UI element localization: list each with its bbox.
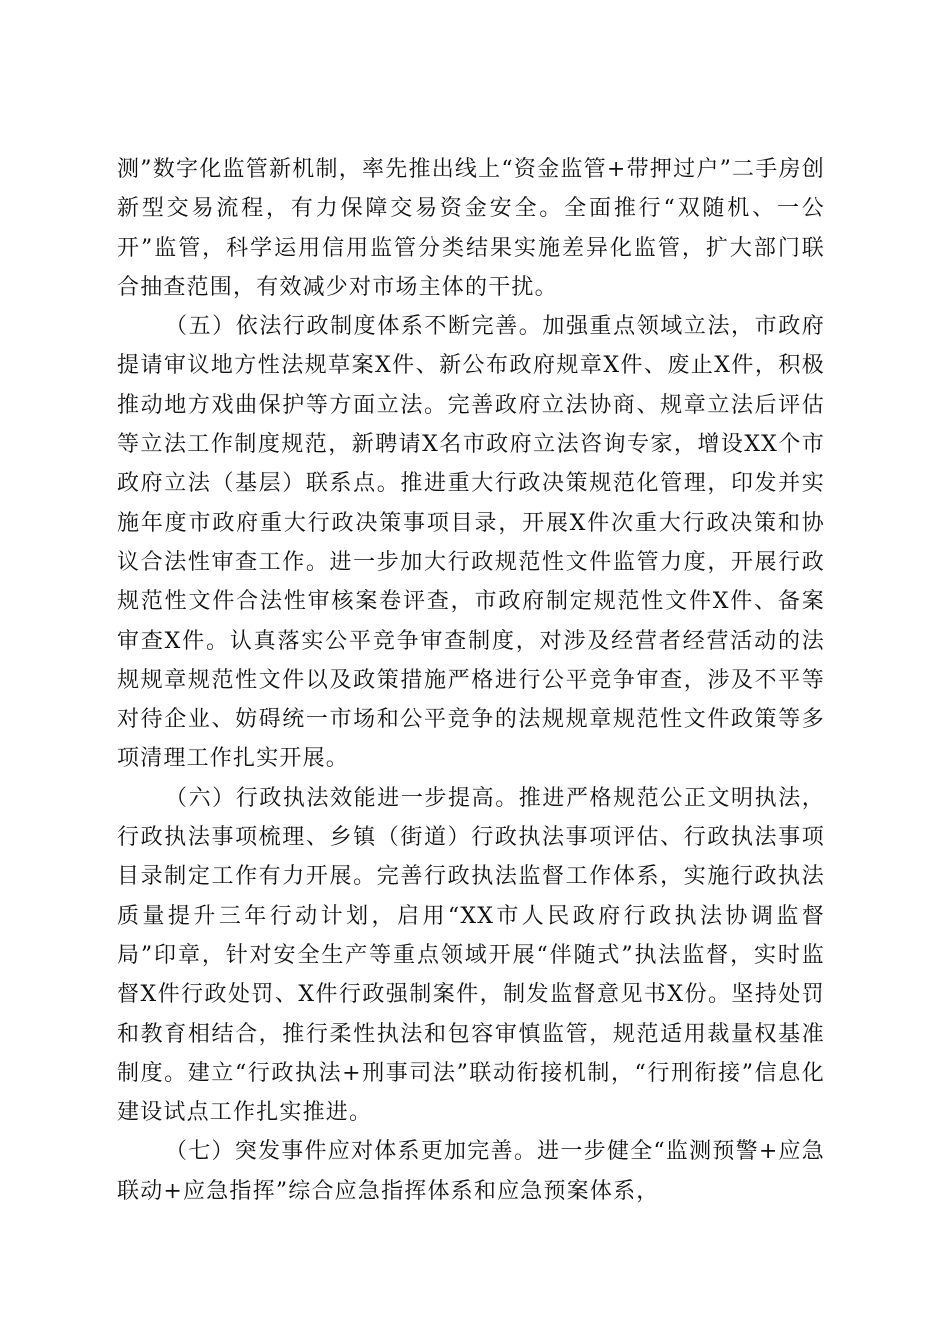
paragraph-section-7: （七）突发事件应对体系更加完善。进一步健全“监测预警+应急联动+应急指挥”综合应急指挥体系和应急预案体系， (117, 1139, 825, 1204)
paragraph-section-5: （五）依法行政制度体系不断完善。加强重点领域立法，市政府提请审议地方性法规草案X件、新公布政府规章X件、废止X件，积极推动地方戏曲保护等方面立法。完善政府立法协商、规章立法后评估等立法工作制度规范，新聘请X名市政府立法咨询专家，增设XX个市政府立法（基层）联系点。推进重大行政决策规范化管理，印发并实施年度市政府重大行政决策事项目录，开展X件次重大行政决策和协议合法性审查工作。进一步加大行政规范性文件监管力度，开展行政规范性文件合法性审核案卷评查，市政府制定规范性文件X件、备案审查X件。认真落实公平竞争审查制度，对涉及经营者经营活动的法规规章规范性文件以及政策措施严格进行公平竞争审查，涉及不平等对待企业、妨碍统一市场和公平竞争的法规规章规范性文件政策等多项清理工作扎实开展。 (117, 314, 825, 772)
paragraph-continuation: 测”数字化监管新机制，率先推出线上“资金监管+带押过户”二手房创新型交易流程，有力保障交易资金安全。全面推行“双随机、一公开”监管，科学运用信用监管分类结果实施差异化监管，扩大部门联合抽查范围，有效减少对市场主体的干扰。 (117, 157, 825, 300)
document-body (117, 150, 825, 1211)
paragraph-section-6: （六）行政执法效能进一步提高。推进严格规范公正文明执法，行政执法事项梳理、乡镇（街道）行政执法事项评估、行政执法事项目录制定工作有力开展。完善行政执法监督工作体系，实施行政执法质量提升三年行动计划，启用“XX市人民政府行政执法协调监督局”印章，针对安全生产等重点领域开展“伴随式”执法监督，实时监督X件行政处罚、X件行政强制案件，制发监督意见书X份。坚持处罚和教育相结合，推行柔性执法和包容审慎监管，规范适用裁量权基准制度。建立“行政执法+刑事司法”联动衔接机制，“行刑衔接”信息化建设试点工作扎实推进。 (117, 785, 825, 1126)
